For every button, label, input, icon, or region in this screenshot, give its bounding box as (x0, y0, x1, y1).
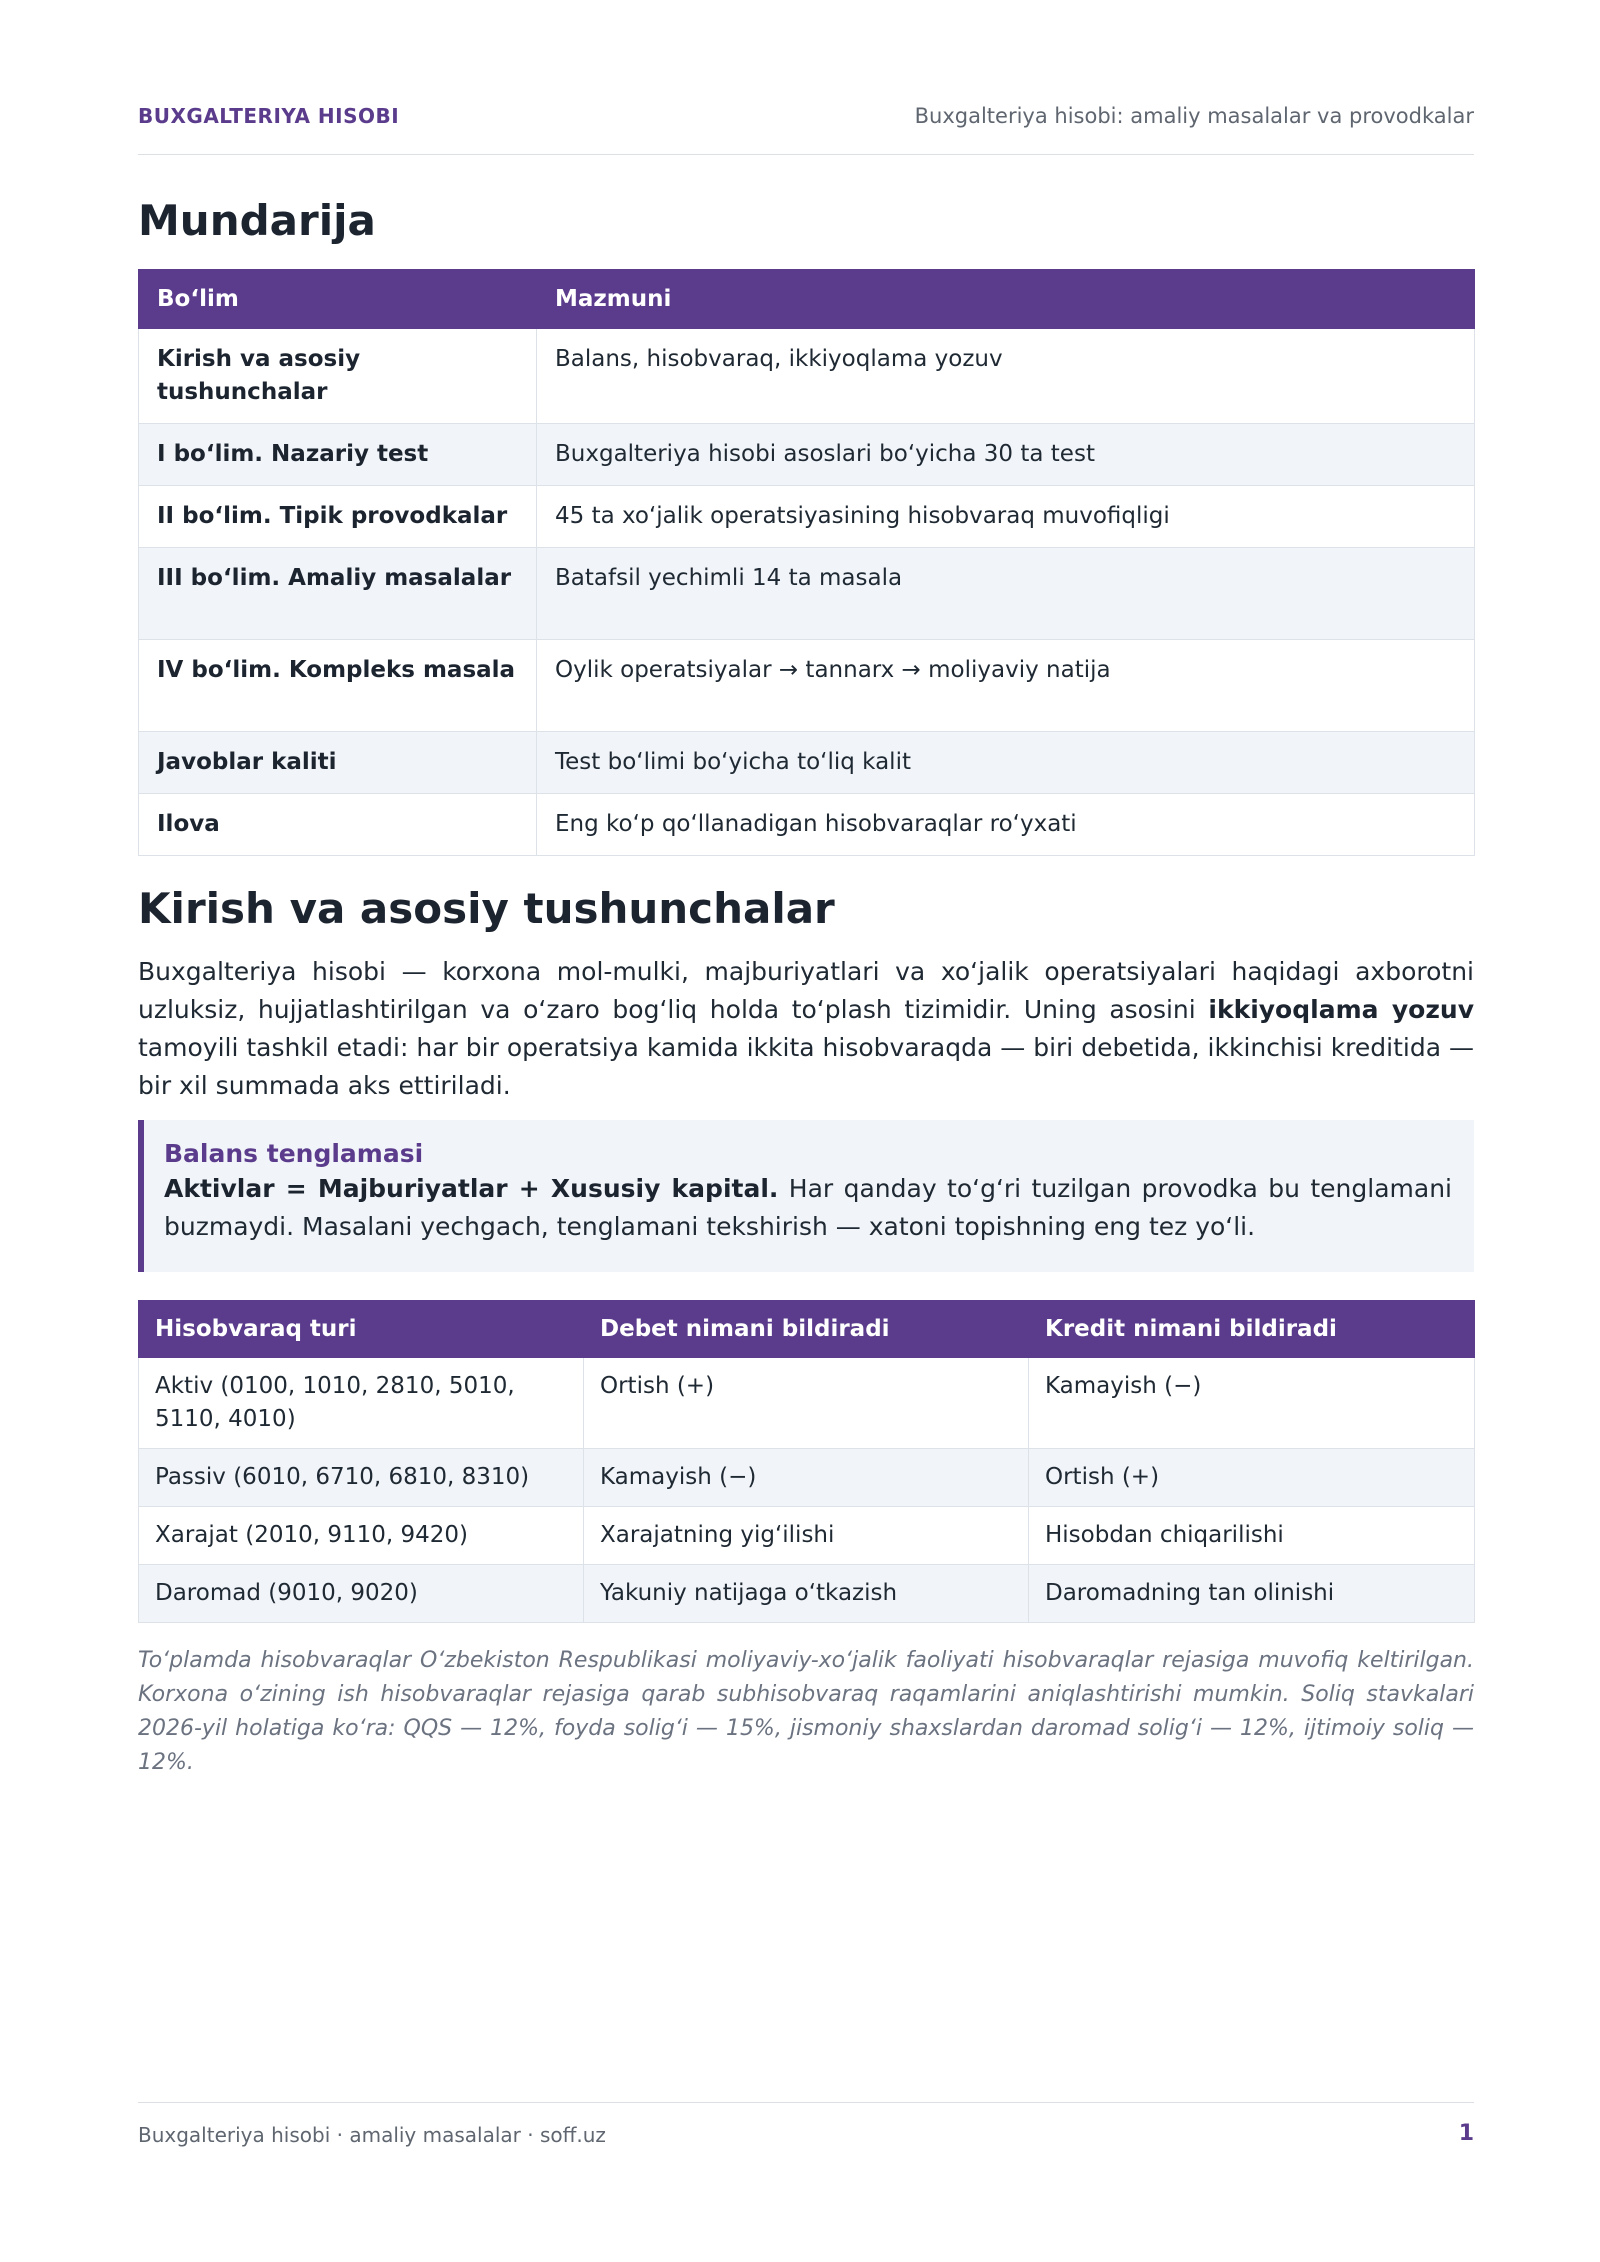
toc-content: Buxgalteriya hisobi asoslari bo‘yicha 30 ta test (537, 424, 1475, 486)
acct-credit: Daromadning tan olinishi (1029, 1565, 1475, 1623)
page-number: 1 (1458, 2121, 1474, 2146)
callout-text: Har qanday to‘g‘ri tuzilgan provodka bu tenglamani buzmaydi. Masalani yechgach, tenglamani tekshirish — xatoni topishning eng tez yo‘li. (164, 1174, 1452, 1241)
table-row (139, 1449, 1475, 1507)
toc-section: Javoblar kaliti (139, 732, 537, 794)
toc-col-section: Bo‘lim (139, 270, 537, 329)
acct-type: Passiv (6010, 6710, 6810, 8310) (139, 1449, 584, 1507)
intro-text-a: Buxgalteriya hisobi — korxona mol-mulki, majburiyatlari va xo‘jalik operatsiyalari haqidagi axborotni uzluksiz, hujjatlashtirilgan va o‘zaro bog‘liq holda to‘plash tizimidir. Uning asosini (138, 957, 1474, 1024)
table-row (139, 329, 1475, 424)
toc-section: IV bo‘lim. Kompleks masala (139, 640, 537, 732)
running-footer (138, 2102, 1474, 2147)
toc-content: 45 ta xo‘jalik operatsiyasining hisobvaraq muvofiqligi (537, 486, 1475, 548)
toc-content: Balans, hisobvaraq, ikkiyoqlama yozuv (537, 329, 1475, 424)
toc-title: Mundarija (138, 196, 376, 245)
callout-title: Balans tenglamasi (164, 1139, 424, 1168)
acct-col-type: Hisobvaraq turi (139, 1301, 584, 1358)
callout-equation: Aktivlar = Majburiyatlar + Xususiy kapital. (164, 1174, 779, 1203)
toc-content: Eng ko‘p qo‘llanadigan hisobvaraqlar ro‘yxati (537, 794, 1475, 856)
callout-body (164, 1170, 1452, 1246)
acct-credit: Ortish (+) (1029, 1449, 1475, 1507)
header-title: Buxgalteriya hisobi: amaliy masalalar va provodkalar (914, 104, 1474, 128)
toc-content: Test bo‘limi bo‘yicha to‘liq kalit (537, 732, 1475, 794)
toc-col-content: Mazmuni (537, 270, 1475, 329)
balance-callout (138, 1120, 1474, 1272)
acct-type: Xarajat (2010, 9110, 9420) (139, 1507, 584, 1565)
intro-title: Kirish va asosiy tushunchalar (138, 884, 835, 933)
table-row (139, 640, 1475, 732)
table-row (139, 1507, 1475, 1565)
table-row (139, 424, 1475, 486)
acct-debit: Xarajatning yig‘ilishi (584, 1507, 1029, 1565)
toc-table (138, 269, 1475, 856)
table-row (139, 732, 1475, 794)
intro-text-bold: ikkiyoqlama yozuv (1208, 995, 1474, 1024)
acct-type: Daromad (9010, 9020) (139, 1565, 584, 1623)
running-header (138, 104, 1474, 155)
acct-debit: Ortish (+) (584, 1358, 1029, 1449)
table-row (139, 548, 1475, 640)
intro-text-b: tamoyili tashkil etadi: har bir operatsiya kamida ikkita hisobvaraqda — biri debetida, ikkinchisi kreditida — bir xil summada aks ettiriladi. (138, 1033, 1474, 1100)
toc-section: Kirish va asosiy tushunchalar (139, 329, 537, 424)
acct-debit: Kamayish (−) (584, 1449, 1029, 1507)
intro-paragraph (138, 953, 1474, 1105)
toc-section: Ilova (139, 794, 537, 856)
footer-text: Buxgalteriya hisobi · amaliy masalalar · soff.uz (138, 2123, 606, 2147)
acct-type: Aktiv (0100, 1010, 2810, 5010, 5110, 4010) (139, 1358, 584, 1449)
acct-credit: Hisobdan chiqarilishi (1029, 1507, 1475, 1565)
table-row (139, 1358, 1475, 1449)
acct-debit: Yakuniy natijaga o‘tkazish (584, 1565, 1029, 1623)
accounts-header-row (139, 1301, 1475, 1358)
toc-section: I bo‘lim. Nazariy test (139, 424, 537, 486)
accounts-table (138, 1300, 1475, 1623)
table-row (139, 794, 1475, 856)
acct-col-debit: Debet nimani bildiradi (584, 1301, 1029, 1358)
table-row (139, 1565, 1475, 1623)
toc-header-row (139, 270, 1475, 329)
header-brand: BUXGALTERIYA HISOBI (138, 104, 400, 128)
toc-section: II bo‘lim. Tipik provodkalar (139, 486, 537, 548)
acct-credit: Kamayish (−) (1029, 1358, 1475, 1449)
acct-col-credit: Kredit nimani bildiradi (1029, 1301, 1475, 1358)
toc-section: III bo‘lim. Amaliy masalalar (139, 548, 537, 640)
toc-content: Oylik operatsiyalar → tannarx → moliyaviy natija (537, 640, 1475, 732)
toc-content: Batafsil yechimli 14 ta masala (537, 548, 1475, 640)
table-row (139, 486, 1475, 548)
footnote: To‘plamda hisobvaraqlar O‘zbekiston Respublikasi moliyaviy-xo‘jalik faoliyati hisobvaraqlar rejasiga muvofiq keltirilgan. Korxona o‘zining ish hisobvaraqlar rejasiga qarab subhisobvaraq raqamlarini aniqlashtirishi mumkin. Soliq stavkalari 2026-yil holatiga ko‘ra: QQS — 12%, foyda solig‘i — 15%, jismoniy shaxslardan daromad solig‘i — 12%, ijtimoiy soliq — 12%. (138, 1648, 1474, 1775)
